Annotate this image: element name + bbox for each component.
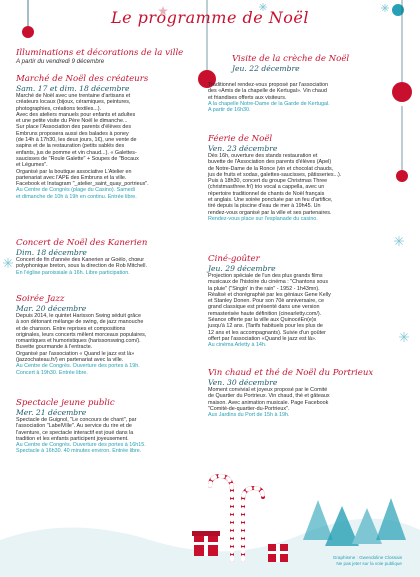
event-concert-kanerien (16, 238, 147, 276)
event-location: A la chapelle Notre-Dame de la Garde de Kertugal. A partir de 16h30. (208, 100, 330, 114)
ornament-ball-icon (396, 170, 408, 182)
event-heading: Marché de Noël des créateurs (16, 74, 149, 84)
event-date: Mer. 21 décembre (16, 408, 87, 417)
snowflake-icon (399, 332, 409, 342)
event-visite-creche (232, 54, 349, 73)
event-description: Projection spéciale de l'un des plus grands films musicaux de l'histoire du cinéma : "Chantons sous la pluie" ("Singin' in the rain" - 1952 - 1h43mn). Réalisé et chorégraphié par les géniaux Gene Kelly et Stanley Donen. Pour son 70è anniversaire, ce grand classique est présenté dans une version remasterisée haute définition (cinearletty.com/). Séance offerte par la ville aux QuinocéEn(e)s jusqu'à 12 ans. (Tarifs habituels pour les plus de 12 ans et les accompagnants). Suivie d'un goûter offert par l'association «Quand le jazz est là». (208, 273, 331, 342)
event-heading: Vin chaud et thé de Noël du Portrieux (208, 368, 374, 378)
event-illuminations (16, 48, 183, 65)
ornament-ball-icon (22, 26, 34, 38)
event-location: Rendez-vous place sur l'esplanade du casino. (208, 215, 318, 222)
event-location: Au Centre de Congrès (plage du Casino). Samedi et dimanche de 10h à 19h en continu. Entrée libre. (16, 187, 137, 200)
event-date: Ven. 30 décembre (208, 378, 278, 387)
event-location: Aux Jardins du Port de 15h à 19h. (208, 412, 290, 419)
event-soiree-jazz (16, 294, 146, 376)
ornament-ball-icon (392, 82, 412, 102)
gift-box-icon (192, 531, 220, 556)
event-date: Ven. 23 décembre (208, 144, 278, 153)
gift-box-icon (268, 544, 288, 562)
event-visite-creche-body (208, 82, 330, 113)
event-heading: Féerie de Noël (208, 134, 273, 144)
event-date: Sam. 17 et dim. 18 décembre (16, 84, 130, 93)
event-location: En l'église paroissiale à 16h. Libre participation. (16, 269, 130, 276)
event-heading: Visite de la crèche de Noël (232, 54, 350, 64)
page-title: Le programme de Noël (110, 8, 310, 27)
snowflake-icon (394, 236, 404, 246)
event-date: Jeu. 22 décembre (232, 64, 300, 73)
event-date: Mar. 20 décembre (16, 304, 87, 313)
event-date: A partir du vendredi 9 décembre (16, 58, 105, 65)
event-feerie-noel (208, 134, 341, 222)
event-spectacle-jeune-public (16, 398, 146, 455)
event-date: Jeu. 29 décembre (208, 264, 276, 273)
credits: Graphisme : Gwendoline Clossais Ne pas jeter sur la voie publique (332, 555, 402, 566)
event-heading: Illuminations et décorations de la ville (16, 48, 184, 58)
event-location: Au Centre de Congrès. Ouverture des portes à 16h15. Spectacle à 16h30. 40 minutes environ. Entrée libre. (16, 442, 146, 455)
event-description: Moment convivial et joyeux proposé par le Comité de Quartier du Portrieux. Vin chaud, thé et gâteaux maison. Avec animation musicale. Page Facebook "Comité-de-quartier-du-Portrieux". (208, 387, 330, 412)
event-heading: Concert de Noël des Kanerien (16, 238, 148, 248)
event-description: Depuis 2014, le quintet Harisson Swing séduit grâce à son détonant mélange de swing, de jazz manouche et de chanson. Entre reprises et compositions originales, leurs concerts mêlent morceaux populaires, romantiques et humoristiques (harissonswing.com/). Buvette gourmande à l'entracte. Organisé par l'association « Quand le jazz est là» (jazzochateau.fr/) en partenariat avec la ville. (16, 313, 147, 364)
event-description: Marché de Noël avec une trentaine d'artisans et créateurs locaux (bijoux, céramiques, peintures, photographies, créations textiles...). Avec des ateliers manuels pour enfants et adultes et une petite visite du Père Noël le dimanche... Sur place l'Association des parents d'élèves des Embruns proposera aussi des balades à poney (de 14h à 17h30, les deux jours, 1€), une vente de sapins et de la restauration (petits sablés des enfants, jus de pomme et vin chaud...). « Galettes- saucisses de "Roule Galette" + Soupes de "Bocaux et Légumes". Organisé par la boutique associative L'Atelier en partenariat avec l'APE des Embruns et la ville. Facebook et Instagram "_atelier_saint_quay_portrieux". (16, 93, 149, 188)
event-heading: Soirée Jazz (16, 294, 65, 304)
event-vin-chaud (208, 368, 373, 418)
tree-icon (303, 500, 333, 540)
event-location: Au cinéma Arletty à 14h. (208, 342, 267, 349)
snowflake-icon (3, 258, 13, 268)
event-description: Traditionnel rendez-vous proposé par l'association des «Amis de la chapelle de Kertugal». Vin chaud et friandises offerts aux visiteurs. (208, 82, 329, 101)
tree-icon (376, 498, 406, 540)
event-heading: Ciné-goûter (208, 254, 260, 264)
event-description: Concert de fin d'année des Kanerien ar Goëlo, chœur polyphonique breton, sous la direction de Rob Mitchell. (16, 257, 147, 270)
event-heading: Spectacle jeune public (16, 398, 115, 408)
event-description: Dès 16h, ouverture des stands restauration et buvette de l'Association des parents d'élèves (Apel) de Notre-Dame de la Ronce (vin et chocolat chauds, jus de fruits et sodas, galettes-saucisses, pâtisseries...). Puis à 18h30, concert du groupe Christmas Three (christmasthree.fr/) trio vocal a cappella, avec un répertoire traditionnel de chants de Noël français et anglais. Une soirée ponctuée par un feu d'artifice, tiré depuis la piscine d'eau de mer à 19h45. Un rendez-vous organisé par la ville et ses partenaires. (208, 153, 342, 216)
event-marche-createurs (16, 74, 149, 200)
event-date: Dim. 18 décembre (16, 248, 87, 257)
event-description: Spectacle de Guignol, "Le concours de chant", par l'association "LabelVille". Au service du rire et de l'aventure, ce spectacle interactif est joué dans la tradition et les enfants participent joyeusement. (16, 417, 137, 442)
event-cine-gouter (208, 254, 331, 349)
event-location: Au Centre de Congrès. Ouverture des portes à 19h. Concert à 19h30. Entrée libre. (16, 363, 140, 376)
